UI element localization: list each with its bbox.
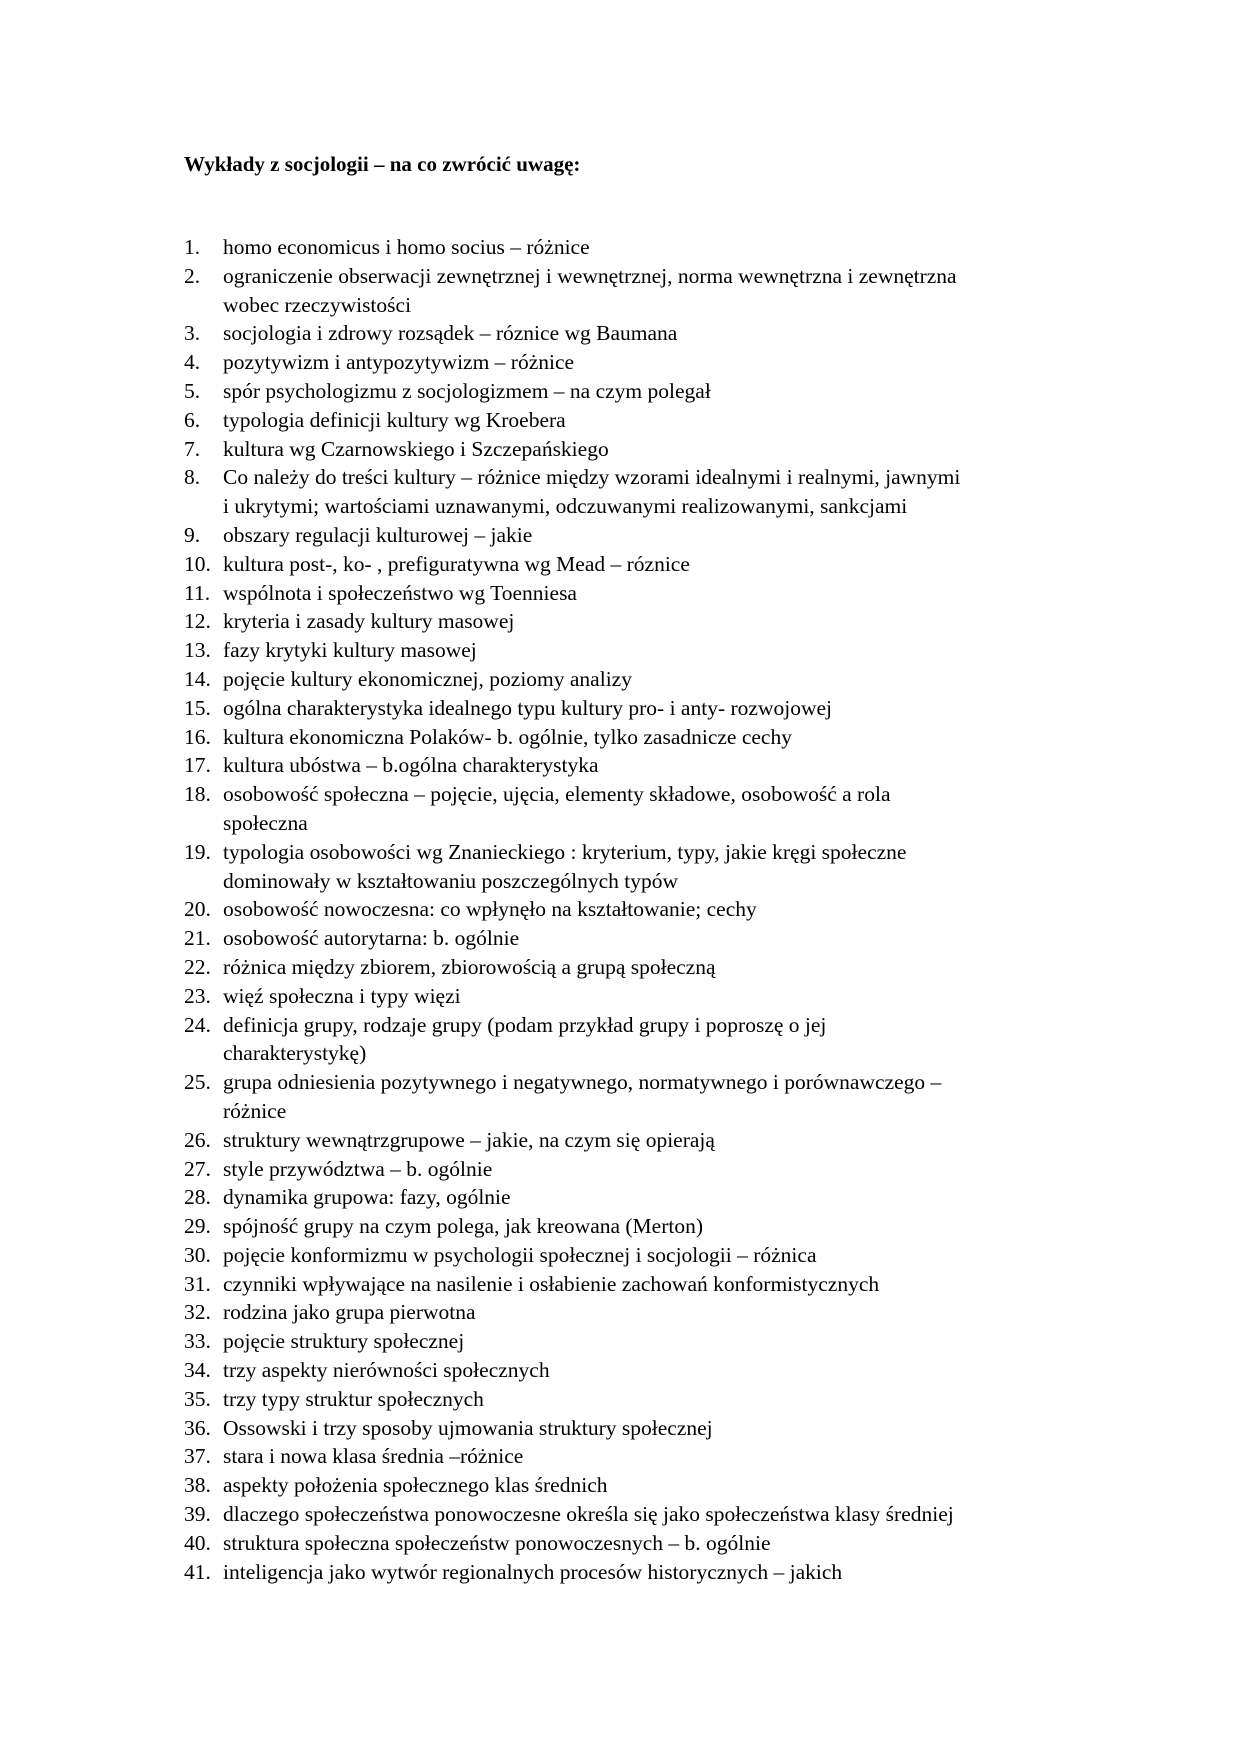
item-text-line: osobowość autorytarna: b. ogólnie: [223, 926, 520, 951]
item-number: 39.: [184, 1502, 211, 1527]
list-item: [0, 348, 1083, 377]
item-number: 10.: [184, 551, 211, 576]
list-item: [0, 1500, 1083, 1529]
item-text-line: socjologia i zdrowy rozsądek – róznice wg Baumana: [223, 321, 678, 346]
item-text-line: homo economicus i homo socius – różnice: [223, 235, 590, 259]
item-number: 36.: [184, 1415, 211, 1440]
item-text-line: stara i nowa klasa średnia –różnice: [223, 1444, 524, 1469]
list-item: [0, 982, 1083, 1011]
item-text-line: rodzina jako grupa pierwotna: [223, 1300, 476, 1325]
item-number: 37.: [184, 1444, 211, 1469]
list-item: [0, 1068, 1083, 1126]
list-item: [0, 780, 1083, 838]
list-item: [0, 1298, 1083, 1327]
item-number: 6.: [184, 407, 201, 432]
item-text-line: aspekty położenia społecznego klas średnich: [223, 1473, 608, 1498]
item-text-line: dlaczego społeczeństwa ponowoczesne określa się jako społeczeństwa klasy średniej: [223, 1502, 954, 1527]
list-item: [0, 233, 1083, 262]
item-number: 12.: [184, 609, 211, 634]
list-item: [0, 262, 1083, 320]
list-item: [0, 1011, 1083, 1069]
item-text-line: fazy krytyki kultury masowej: [223, 638, 477, 663]
list-item: [0, 751, 1083, 780]
list-item: [0, 1558, 1083, 1587]
list-item: [0, 463, 1083, 521]
item-number: 26.: [184, 1127, 211, 1152]
item-number: 27.: [184, 1156, 211, 1181]
list-item: [0, 838, 1083, 896]
item-number: 17.: [184, 753, 211, 778]
item-number: 23.: [184, 983, 211, 1008]
list-item: [0, 953, 1083, 982]
list-item: [0, 607, 1083, 636]
item-number: 9.: [184, 522, 201, 547]
list-item: [0, 1356, 1083, 1385]
item-number: 22.: [184, 954, 211, 979]
item-text-line: ogólna charakterystyka idealnego typu kultury pro- i anty- rozwojowej: [223, 695, 832, 720]
item-text-line: typologia osobowości wg Znanieckiego : kryterium, typy, jakie kręgi społeczne: [223, 839, 907, 864]
item-text-line: grupa odniesienia pozytywnego i negatywnego, normatywnego i porównawczego –: [223, 1070, 942, 1095]
list-item: [0, 1241, 1083, 1270]
list-item: [0, 1471, 1083, 1500]
item-text-line: trzy typy struktur społecznych: [223, 1386, 484, 1411]
item-number: 41.: [184, 1559, 211, 1584]
item-number: 33.: [184, 1329, 211, 1354]
item-text-line: osobowość nowoczesna: co wpłynęło na kształtowanie; cechy: [223, 897, 757, 922]
item-text-line: spójność grupy na czym polega, jak kreowana (Merton): [223, 1214, 704, 1239]
list-item: [0, 636, 1083, 665]
item-text-line: style przywództwa – b. ogólnie: [223, 1156, 493, 1181]
item-text-line: dominowały w kształtowaniu poszczególnych typów: [223, 868, 678, 893]
item-text-line: pojęcie konformizmu w psychologii społecznej i socjologii – różnica: [223, 1242, 817, 1267]
item-number: 16.: [184, 724, 211, 749]
list-item: [0, 406, 1083, 435]
item-number: 25.: [184, 1070, 211, 1095]
item-number: 35.: [184, 1386, 211, 1411]
list-item: [0, 1414, 1083, 1443]
item-number: 31.: [184, 1271, 211, 1296]
item-number: 5.: [184, 378, 201, 403]
item-text-line: kultura ekonomiczna Polaków- b. ogólnie, tylko zasadnicze cechy: [223, 724, 792, 749]
item-text-line: kultura post-, ko- , prefiguratywna wg Mead – róznice: [223, 551, 690, 576]
item-number: 8.: [184, 465, 201, 490]
item-text-line: osobowość społeczna – pojęcie, ujęcia, elementy składowe, osobowość a rola: [223, 782, 891, 807]
item-text-line: społeczna: [223, 810, 308, 835]
list-item: [0, 319, 1083, 348]
item-number: 20.: [184, 897, 211, 922]
item-text-line: kultura ubóstwa – b.ogólna charakterystyka: [223, 753, 599, 778]
item-text-line: struktura społeczna społeczeństw ponowoczesnych – b. ogólnie: [223, 1530, 771, 1555]
item-text-line: kryteria i zasady kultury masowej: [223, 609, 515, 634]
item-number: 2.: [184, 263, 201, 288]
list-item: [0, 1212, 1083, 1241]
item-text-line: więź społeczna i typy więzi: [223, 983, 461, 1008]
item-number: 34.: [184, 1358, 211, 1383]
item-number: 14.: [184, 666, 211, 691]
list-item: [0, 694, 1083, 723]
list-item: [0, 1270, 1083, 1299]
item-text-line: definicja grupy, rodzaje grupy (podam przykład grupy i poproszę o jej: [223, 1012, 827, 1037]
item-text-line: pozytywizm i antypozytywizm – różnice: [223, 350, 575, 375]
item-text-line: typologia definicji kultury wg Kroebera: [223, 407, 566, 432]
item-text-line: Co należy do treści kultury – różnice między wzorami idealnymi i realnymi, jawnymi: [223, 465, 961, 490]
item-text-line: obszary regulacji kulturowej – jakie: [223, 522, 533, 547]
list-item: [0, 435, 1083, 464]
item-number: 3.: [184, 321, 201, 346]
list-item: [0, 723, 1083, 752]
item-number: 29.: [184, 1214, 211, 1239]
item-number: 11.: [184, 580, 211, 605]
item-number: 4.: [184, 350, 201, 375]
list-item: [0, 377, 1083, 406]
item-text-line: czynniki wpływające na nasilenie i osłabienie zachowań konformistycznych: [223, 1271, 880, 1296]
list-item: [0, 924, 1083, 953]
item-text-line: charakterystykę): [223, 1041, 367, 1066]
item-text-line: różnice: [223, 1098, 287, 1123]
item-number: 28.: [184, 1185, 211, 1210]
item-text-line: kultura wg Czarnowskiego i Szczepańskiego: [223, 436, 609, 461]
item-text-line: ograniczenie obserwacji zewnętrznej i wewnętrznej, norma wewnętrzna i zewnętrzna: [223, 263, 957, 288]
item-number: 18.: [184, 782, 211, 807]
item-number: 40.: [184, 1530, 211, 1555]
item-text-line: pojęcie struktury społecznej: [223, 1329, 465, 1354]
list-item: [0, 521, 1083, 550]
list-item: [0, 1327, 1083, 1356]
list-item: [0, 1126, 1083, 1155]
list-item: [0, 1385, 1083, 1414]
list-item: [0, 1529, 1083, 1558]
item-text-line: różnica między zbiorem, zbiorowością a grupą społeczną: [223, 954, 716, 979]
list-item: [0, 895, 1083, 924]
item-number: 19.: [184, 839, 211, 864]
item-number: 15.: [184, 695, 211, 720]
item-text-line: i ukrytymi; wartościami uznawanymi, odczuwanymi realizowanymi, sankcjami: [223, 494, 908, 519]
item-text-line: Ossowski i trzy sposoby ujmowania struktury społecznej: [223, 1415, 713, 1440]
item-text-line: trzy aspekty nierówności społecznych: [223, 1358, 550, 1383]
item-text-line: wobec rzeczywistości: [223, 292, 412, 317]
item-text-line: struktury wewnątrzgrupowe – jakie, na czym się opierają: [223, 1127, 715, 1152]
item-text-line: pojęcie kultury ekonomicznej, poziomy analizy: [223, 666, 632, 691]
list-item: [0, 1442, 1083, 1471]
list-item: [0, 665, 1083, 694]
list-item: [0, 1183, 1083, 1212]
list-item: [0, 1155, 1083, 1184]
item-text-line: dynamika grupowa: fazy, ogólnie: [223, 1185, 511, 1210]
item-text-line: inteligencja jako wytwór regionalnych procesów historycznych – jakich: [223, 1559, 843, 1584]
item-number: 7.: [184, 436, 201, 461]
item-text-line: spór psychologizmu z socjologizmem – na czym polegał: [223, 378, 711, 403]
item-number: 21.: [184, 926, 211, 951]
item-number: 30.: [184, 1242, 211, 1267]
item-number: 38.: [184, 1473, 211, 1498]
list-item: [0, 579, 1083, 608]
item-number: 13.: [184, 638, 211, 663]
item-number: 1.: [184, 235, 201, 259]
item-text-line: wspólnota i społeczeństwo wg Toenniesa: [223, 580, 577, 605]
list-item: [0, 550, 1083, 579]
question-list: [0, 233, 1240, 1586]
item-number: 24.: [184, 1012, 211, 1037]
document-title: Wykłady z socjologii – na co zwrócić uwagę:: [184, 152, 581, 176]
item-number: 32.: [184, 1300, 211, 1325]
